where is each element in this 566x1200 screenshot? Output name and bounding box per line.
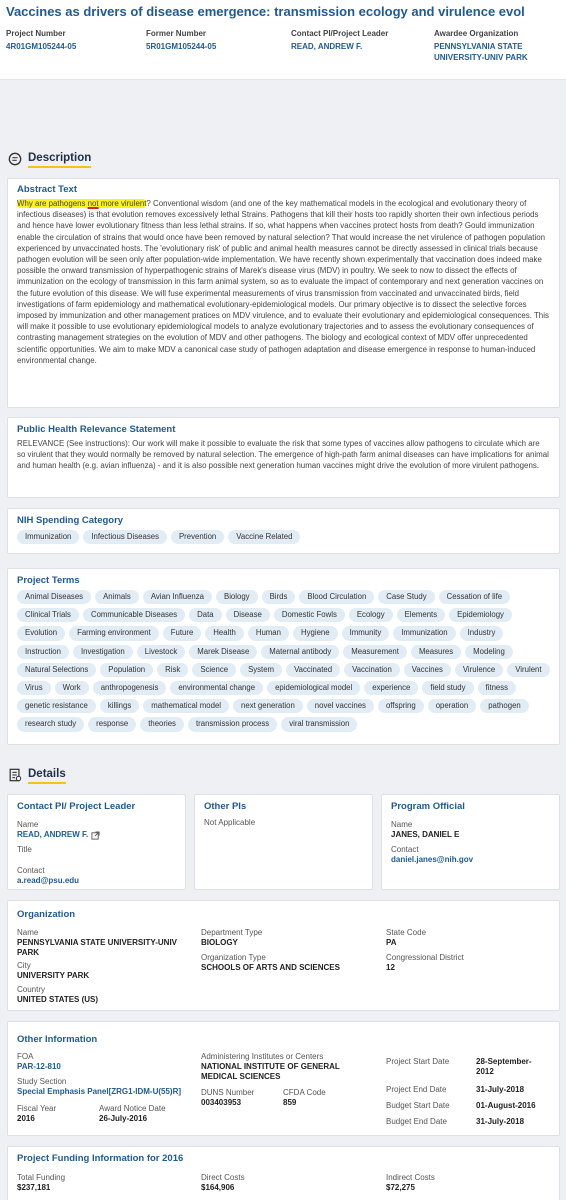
project-term-chip[interactable]: Case Study — [378, 590, 434, 604]
cfda-block — [283, 1088, 326, 1108]
project-term-chip[interactable]: next generation — [233, 699, 303, 713]
contact-pi-label: Contact PI/Project Leader — [291, 29, 389, 38]
po-email-link[interactable]: daniel.janes@nih.gov — [391, 855, 474, 864]
document-icon — [8, 768, 22, 782]
project-term-chip[interactable]: Epidemiology — [449, 608, 512, 622]
project-term-chip[interactable]: Virulence — [455, 663, 503, 677]
awardee-link[interactable] — [434, 41, 562, 63]
project-term-chip[interactable]: System — [240, 663, 282, 677]
award-notice-block — [99, 1104, 166, 1124]
direct-costs: $164,906 — [201, 1183, 235, 1192]
project-term-chip[interactable]: Disease — [226, 608, 270, 622]
project-term-chip[interactable]: research study — [17, 717, 84, 731]
contact-name-label: Name — [17, 820, 39, 829]
project-term-chip[interactable]: Blood Circulation — [299, 590, 374, 604]
contact-name-link[interactable]: READ, ANDREW F. — [17, 830, 89, 839]
project-term-chip[interactable]: Maternal antibody — [261, 645, 339, 659]
project-term-chip[interactable]: Vaccinated — [286, 663, 340, 677]
contact-pi-card-title: Contact PI/ Project Leader — [17, 801, 136, 812]
other-pis-card — [194, 794, 373, 890]
study-section-block — [17, 1077, 181, 1097]
project-term-chip[interactable]: Ecology — [349, 608, 393, 622]
project-term-chip[interactable]: response — [88, 717, 136, 731]
project-term-chip[interactable]: Vaccines — [404, 663, 451, 677]
fiscal-year-label: Fiscal Year — [17, 1104, 57, 1113]
start-date-label: Project Start Date — [386, 1057, 450, 1066]
project-term-chip[interactable]: operation — [428, 699, 477, 713]
cfda: 859 — [283, 1098, 297, 1107]
budget-start-label: Budget Start Date — [386, 1101, 450, 1110]
former-number-block — [146, 29, 291, 63]
abstract-title: Abstract Text — [17, 184, 78, 195]
spending-chips — [17, 530, 550, 544]
foa-block — [17, 1052, 61, 1072]
org-name-line1: PENNSYLVANIA STATE UNIVERSITY-UNIV — [17, 938, 178, 947]
spending-chip[interactable]: Immunization — [17, 530, 79, 544]
org-country: UNITED STATES (US) — [17, 995, 99, 1004]
description-section-header — [8, 148, 91, 170]
po-name-label: Name — [391, 820, 413, 829]
direct-costs-label: Direct Costs — [201, 1173, 245, 1182]
project-summary-grid — [6, 29, 560, 63]
award-notice: 26-July-2016 — [99, 1114, 148, 1123]
organization-title: Organization — [17, 909, 76, 920]
total-funding-label: Total Funding — [17, 1173, 66, 1182]
admin-block — [201, 1052, 340, 1082]
project-term-chip[interactable]: Biology — [216, 590, 258, 604]
program-official-card — [381, 794, 560, 890]
admin-line1: NATIONAL INSTITUTE OF GENERAL — [201, 1062, 340, 1071]
awardee-label: Awardee Organization — [434, 29, 519, 38]
org-name-block — [17, 928, 197, 958]
contact-pi-link[interactable]: READ, ANDREW F. — [291, 42, 363, 51]
study-section-link[interactable]: Special Emphasis Panel[ZRG1-IDM-U(55)R] — [17, 1087, 182, 1096]
indirect-costs: $72,275 — [386, 1183, 415, 1192]
project-title: Vaccines as drivers of disease emergence: transmission ecology and virulence evol — [6, 4, 525, 19]
project-term-chip[interactable]: theories — [140, 717, 184, 731]
project-term-chip[interactable]: Communicable Diseases — [83, 608, 185, 622]
details-section-header — [8, 764, 66, 786]
cfda-label: CFDA Code — [283, 1088, 326, 1097]
project-term-chip[interactable]: field study — [422, 681, 473, 695]
terms-title: Project Terms — [17, 575, 80, 586]
project-term-chip[interactable]: novel vaccines — [307, 699, 374, 713]
org-district-block — [386, 953, 464, 973]
other-info-title: Other Information — [17, 1034, 98, 1045]
fiscal-year-block — [17, 1104, 56, 1124]
project-term-chip[interactable]: Livestock — [137, 645, 186, 659]
project-term-chip[interactable]: Cessation of life — [439, 590, 510, 604]
funding-card — [7, 1146, 560, 1200]
project-term-chip[interactable]: genetic resistance — [17, 699, 96, 713]
project-term-chip[interactable]: Modeling — [465, 645, 513, 659]
external-link-icon[interactable] — [91, 831, 100, 840]
details-title: Details — [28, 767, 66, 784]
project-term-chip[interactable]: Data — [189, 608, 221, 622]
spending-chip[interactable]: Prevention — [171, 530, 224, 544]
org-dept-block — [201, 928, 262, 948]
org-city-label: City — [17, 961, 31, 970]
contact-email-link[interactable]: a.read@psu.edu — [17, 876, 80, 885]
awardee-line1: PENNSYLVANIA STATE — [434, 42, 523, 51]
project-term-chip[interactable]: Elements — [397, 608, 446, 622]
contact-title-label: Title — [17, 845, 32, 854]
org-city-block — [17, 961, 89, 981]
org-type: SCHOOLS OF ARTS AND SCIENCES — [201, 963, 340, 972]
project-term-chip[interactable]: Measures — [411, 645, 461, 659]
project-term-chip[interactable]: fitness — [478, 681, 517, 695]
project-term-chip[interactable]: mathematical model — [143, 699, 229, 713]
abstract-card — [7, 178, 560, 408]
project-term-chip[interactable]: Vaccination — [344, 663, 400, 677]
project-term-chip[interactable]: Natural Selections — [17, 663, 96, 677]
org-state-block — [386, 928, 426, 948]
project-term-chip[interactable]: Human — [248, 626, 289, 640]
org-state-label: State Code — [386, 928, 427, 937]
project-term-chip[interactable]: killings — [100, 699, 139, 713]
admin-label: Administering Institutes or Centers — [201, 1052, 324, 1061]
po-name: JANES, DANIEL E — [391, 830, 460, 839]
relevance-text: RELEVANCE (See instructions): Our work will make it possible to evaluate the risk that some types of vaccines allow pathogens to circulate which are so virulent that they would normally be removed by natural selection. The emergence of high-path farm animal diseases can have implications for animal and human health (e.g. avian influenza) - and it is also possible next generation human vaccines might drive the evolution of more virulent pathogens. — [17, 439, 549, 471]
former-number-link[interactable]: 5R01GM105244-05 — [146, 42, 217, 51]
project-term-chip[interactable]: Industry — [460, 626, 504, 640]
abstract-highlight: Why are pathogens not more virulent — [17, 199, 147, 208]
org-country-label: Country — [17, 985, 46, 994]
project-term-chip[interactable]: Animal Diseases — [17, 590, 91, 604]
foa-label: FOA — [17, 1052, 34, 1061]
project-term-chip[interactable]: Virulent — [507, 663, 549, 677]
project-term-chip[interactable]: pathogen — [480, 699, 529, 713]
org-type-label: Organization Type — [201, 953, 266, 962]
start-date: 28-September- 2012 — [476, 1057, 532, 1076]
spending-chip[interactable]: Infectious Diseases — [83, 530, 167, 544]
project-number-block — [6, 29, 146, 63]
org-dept-label: Department Type — [201, 928, 263, 937]
project-term-chip[interactable]: Evolution — [17, 626, 65, 640]
relevance-title: Public Health Relevance Statement — [17, 424, 176, 435]
contact-contact-label: Contact — [17, 866, 45, 875]
project-term-chip[interactable]: Clinical Trials — [17, 608, 79, 622]
project-term-chip[interactable]: Marek Disease — [189, 645, 257, 659]
project-term-chip[interactable]: transmission process — [188, 717, 277, 731]
other-information-card — [7, 1021, 560, 1136]
project-term-chip[interactable]: Domestic Fowls — [274, 608, 345, 622]
project-term-chip[interactable]: Avian Influenza — [143, 590, 212, 604]
indirect-costs-block — [386, 1173, 435, 1193]
org-district: 12 — [386, 963, 395, 972]
project-term-chip[interactable]: Animals — [95, 590, 139, 604]
project-term-chip[interactable]: offspring — [378, 699, 424, 713]
former-number-label: Former Number — [146, 29, 207, 38]
org-dept: BIOLOGY — [201, 938, 238, 947]
project-term-chip[interactable]: Work — [55, 681, 89, 695]
abstract-text: Why are pathogens not more virulent? Conventional wisdom (and one of the key mathematical models in the ecological and evolutionary theory of infectious diseases) is that evolution removes excessively lethal Strains. Pathogens that kill their hosts too rapidly shorten their own infectious periods and hence have lower evolutionary fitness than less lethal strains. If so, what happens when vaccines protect hosts from death? Gould immunization enable the circulation of strains that would once have been removed by natural selection? That would increase the net virulence of pathogen population experienced by unvaccinated hosts. The 'evolutionary risk' of public and animal health measures cannot be directly assessed in clinical trials because pathogen evolution will be seen only after population-wide implementation. We have recently shown experimentally that vaccination does indeed make possible the onward transmission of hyperpathogenic strains of Marek's disease virus (MDV) in poultry. We seek to now to dissect the effects of immunization on the ecology of transmission in this farm animal system, so as to evaluate the impact of contemporary and next generation vaccines on the future evolution of this disease. We will fuse experimental measurements of virus transmission from vaccinated and unvaccinated birds, field investigations of farm epidemiology and mathematical evolutionary-epidemiological models. Our primary objective is to dissect the selective forces imposed by immunization and other management pratices on MDV virulence, and to evaluate their evolutionary and epidemiological consequences. This will make it possible to use evolutionary epidemiological models to analyze evolutionary trajectories and to assess the evolutionary consequences of contrasting management strategies on the evolution of MDV and other pathogens. The biology and ecological context of MDV offer unprecedented scientific opportunities. We aim to make MDV a canonical case study of pathogen adaptation and disease emergence in response to human-induced environmental change. — [17, 199, 549, 365]
contact-name-row — [17, 830, 176, 840]
study-section-label: Study Section — [17, 1077, 67, 1086]
org-district-label: Congressional District — [386, 953, 464, 962]
awardee-block — [434, 29, 562, 63]
project-term-chip[interactable]: Birds — [262, 590, 296, 604]
project-term-chip[interactable]: Risk — [157, 663, 188, 677]
project-term-chip[interactable]: experience — [364, 681, 418, 695]
project-term-chip[interactable]: Immunity — [342, 626, 390, 640]
duns-block — [201, 1088, 254, 1108]
project-term-chip[interactable]: anthropogenesis — [93, 681, 167, 695]
end-date: 31-July-2018 — [476, 1085, 525, 1094]
project-term-chip[interactable]: Virus — [17, 681, 51, 695]
project-term-chip[interactable]: Farming environment — [69, 626, 159, 640]
project-term-chip[interactable]: Health — [205, 626, 244, 640]
budget-start: 01-August-2016 — [476, 1101, 536, 1110]
project-term-chip[interactable]: epidemiological model — [267, 681, 360, 695]
contact-pi-block — [291, 29, 434, 63]
total-funding: $237,181 — [17, 1183, 51, 1192]
project-term-chip[interactable]: Hygiene — [293, 626, 338, 640]
duns: 003403953 — [201, 1098, 242, 1107]
project-header — [0, 0, 566, 80]
project-number-link[interactable]: 4R01GM105244-05 — [6, 42, 77, 51]
project-term-chip[interactable]: Instruction — [17, 645, 69, 659]
terms-chips — [17, 590, 550, 732]
direct-costs-block — [201, 1173, 245, 1193]
award-notice-label: Award Notice Date — [99, 1104, 166, 1113]
project-term-chip[interactable]: Population — [100, 663, 153, 677]
foa-link[interactable]: PAR-12-810 — [17, 1062, 61, 1071]
org-country-block — [17, 985, 98, 1005]
budget-end: 31-July-2018 — [476, 1117, 525, 1126]
project-number-label: Project Number — [6, 29, 66, 38]
end-date-label: Project End Date — [386, 1085, 447, 1094]
program-official-title: Program Official — [391, 801, 465, 812]
awardee-line2: UNIVERSITY-UNIV PARK — [434, 53, 528, 62]
other-pis-value: Not Applicable — [204, 818, 256, 827]
duns-label: DUNS Number — [201, 1088, 255, 1097]
organization-card — [7, 900, 560, 1011]
other-pis-title: Other PIs — [204, 801, 247, 812]
description-title: Description — [28, 151, 91, 168]
contact-pi-card — [7, 794, 186, 890]
fiscal-year: 2016 — [17, 1114, 35, 1123]
org-state: PA — [386, 938, 397, 947]
project-term-chip[interactable]: Investigation — [73, 645, 133, 659]
budget-end-label: Budget End Date — [386, 1117, 447, 1126]
project-terms-card — [7, 568, 560, 745]
admin-line2: MEDICAL SCIENCES — [201, 1072, 281, 1081]
project-term-chip[interactable]: viral transmission — [281, 717, 357, 731]
project-term-chip[interactable]: Measurement — [343, 645, 407, 659]
spending-card — [7, 508, 560, 554]
total-funding-block — [17, 1173, 65, 1193]
org-type-block — [201, 953, 340, 973]
po-contact-label: Contact — [391, 845, 419, 854]
spending-title: NIH Spending Category — [17, 515, 124, 526]
relevance-card — [7, 417, 560, 498]
project-term-chip[interactable]: environmental change — [170, 681, 263, 695]
funding-title: Project Funding Information for 2016 — [17, 1153, 184, 1164]
spending-chip[interactable]: Vaccine Related — [228, 530, 300, 544]
org-name-label: Name — [17, 928, 39, 937]
chat-bubble-icon — [8, 152, 22, 166]
project-term-chip[interactable]: Future — [163, 626, 202, 640]
indirect-costs-label: Indirect Costs — [386, 1173, 435, 1182]
org-city: UNIVERSITY PARK — [17, 971, 90, 980]
org-name-line2: PARK — [17, 948, 40, 957]
project-term-chip[interactable]: Science — [192, 663, 236, 677]
project-term-chip[interactable]: Immunization — [393, 626, 455, 640]
